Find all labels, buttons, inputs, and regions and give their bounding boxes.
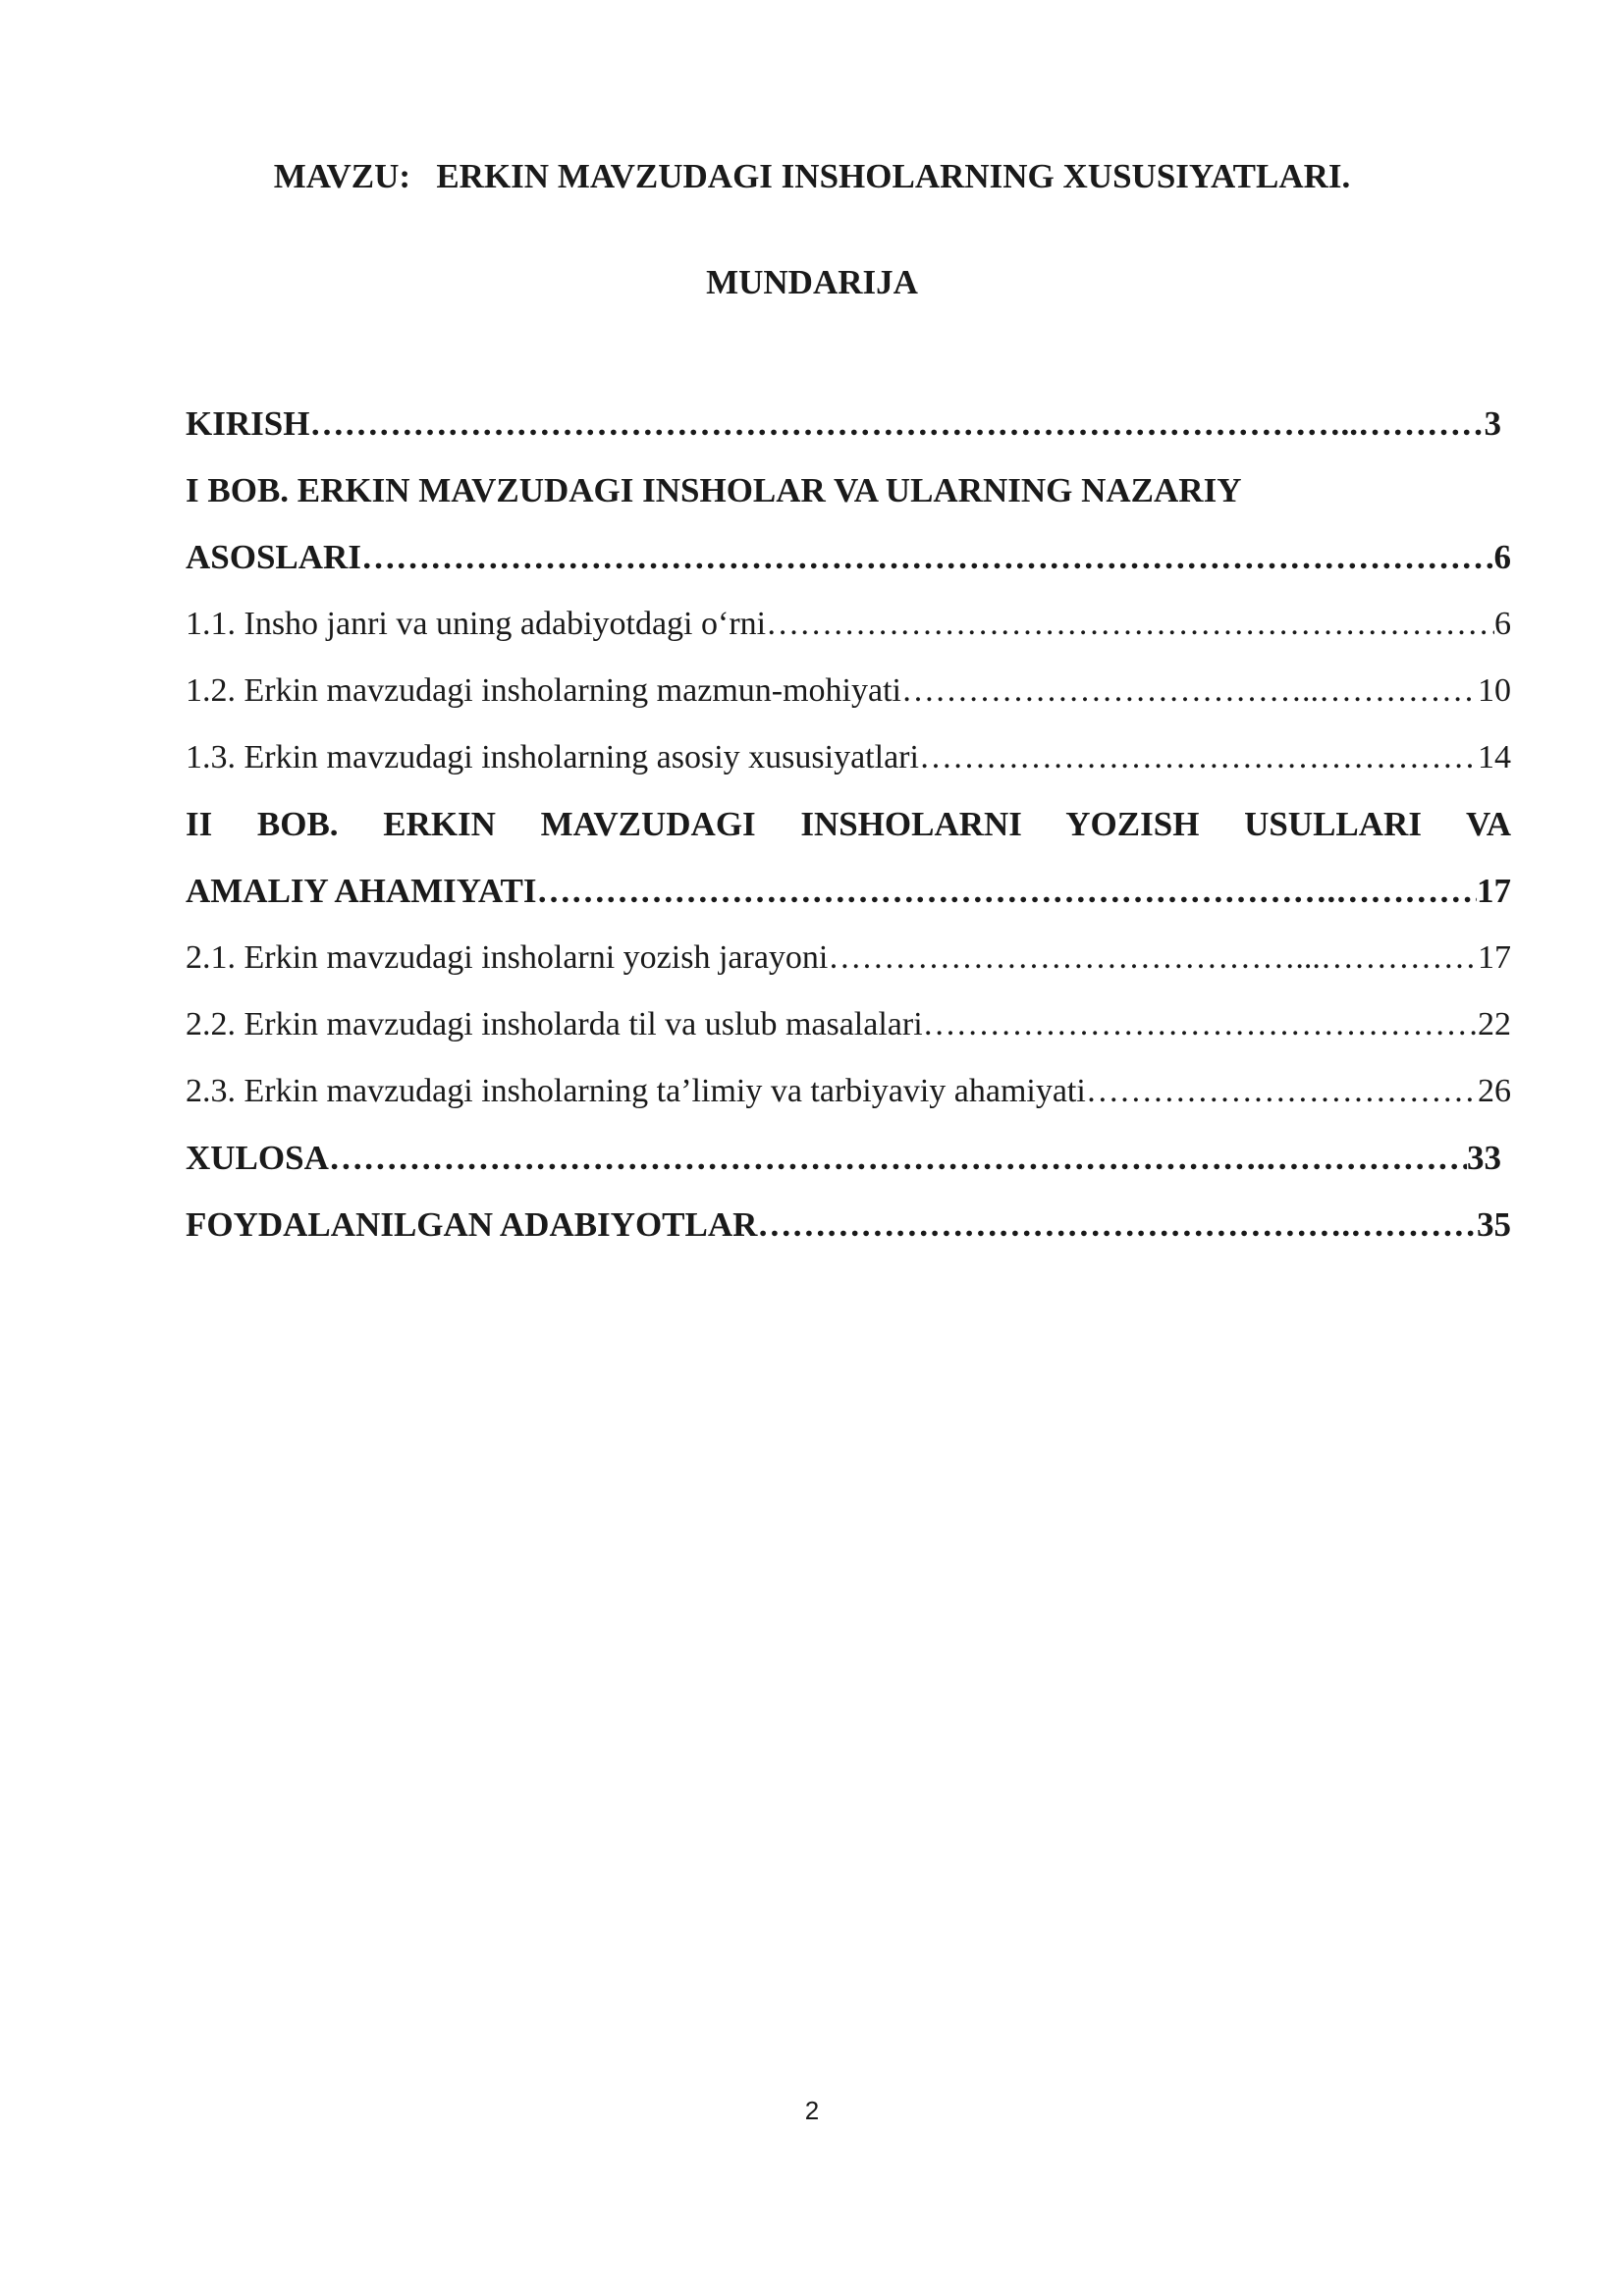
toc-entry-section-2-1 xyxy=(186,925,1511,991)
toc-entry-xulosa xyxy=(186,1125,1501,1192)
toc-entry-section-1-2 xyxy=(186,658,1511,724)
toc-entry-leader: ……………………………………………………………………………….. …………………………………………………………………………………………………………………………………………………………………………………… xyxy=(309,391,1484,457)
toc-entry-leader: ……………………………….. …………………………………………………………………………………………………………………………………………………………………………………… xyxy=(901,658,1478,724)
toc-entry-page: 22 xyxy=(1478,1006,1511,1042)
toc-entry-leader: ……………………………… …………………………………………………………………………………………………………………………………………………………………………………… xyxy=(923,991,1478,1058)
toc-entry-leader: ………………… …………………………………………………………………………………………………………………………………………………………………………………… xyxy=(1086,1058,1478,1125)
toc-entry-label: 1.3. Erkin mavzudagi insholarning asosiy xususiyatlari xyxy=(186,739,919,775)
toc-entry-leader: ……………………………………... …………………………………………………………………………………………………………………………………………………………………………………… xyxy=(828,925,1478,991)
toc-entry-page: 3 xyxy=(1484,404,1501,443)
toc-entry-section-2-3 xyxy=(186,1058,1511,1125)
toc-entry-chapter-1-asoslari xyxy=(186,524,1511,591)
toc-entry-chapter-1-title xyxy=(186,457,1511,524)
toc-entry-section-1-1 xyxy=(186,591,1511,658)
toc-entry-chapter-2-amaliy xyxy=(186,858,1511,925)
toc-entry-leader: ……………………………… …………………………………………………………………………………………………………………………………………………………………………………… xyxy=(919,724,1478,791)
toc-entry-label: 2.1. Erkin mavzudagi insholarni yozish jarayoni xyxy=(186,939,829,976)
toc-entry-label: AMALIY AHAMIYATI xyxy=(186,872,537,910)
toc-entry-kirish xyxy=(186,391,1501,457)
toc-entry-page: 6 xyxy=(1494,606,1511,642)
table-of-contents xyxy=(186,391,1511,1258)
toc-entry-label: XULOSA xyxy=(186,1139,329,1177)
toc-entry-leader: ………………………………………………………………………. …………………………………………………………………………………………………………………………………………………………………………………… xyxy=(329,1125,1467,1192)
toc-entry-label: 1.2. Erkin mavzudagi insholarning mazmun-mohiyati xyxy=(186,672,901,709)
toc-entry-leader: ………………………………………………………………………… …………………………………………………………………………………………………………………………………………………………………………………… xyxy=(361,524,1494,591)
toc-entry-label: 2.2. Erkin mavzudagi insholarda til va uslub masalalari xyxy=(186,1006,923,1042)
toc-heading: MUNDARIJA xyxy=(706,263,918,301)
toc-entry-section-1-3 xyxy=(186,724,1511,791)
toc-entry-section-2-2 xyxy=(186,991,1511,1058)
toc-entry-bibliography xyxy=(186,1192,1511,1258)
toc-entry-leader: …………………………………………… …………………………………………………………………………………………………………………………………………………………………………………… xyxy=(766,591,1494,658)
toc-entry-label: 1.1. Insho janri va uning adabiyotdagi o‘rni xyxy=(186,606,767,642)
page-number: 2 xyxy=(804,2096,820,2125)
toc-entry-page: 17 xyxy=(1478,939,1511,976)
toc-entry-page: 35 xyxy=(1477,1205,1511,1244)
toc-entry-page: 14 xyxy=(1478,739,1511,775)
toc-entry-leader: ……………………………………………. …………………………………………………………………………………………………………………………………………………………………………………… xyxy=(757,1192,1477,1258)
toc-entry-label: FOYDALANILGAN ADABIYOTLAR xyxy=(186,1205,758,1244)
toc-entry-label: ASOSLARI xyxy=(186,538,361,576)
toc-entry-label: II BOB. ERKIN MAVZUDAGI INSHOLARNI YOZISH USULLARI VA xyxy=(186,805,1511,843)
toc-entry-page: 33 xyxy=(1467,1139,1501,1177)
toc-entry-chapter-2-title xyxy=(186,791,1511,858)
toc-entry-leader: ……………………………………………………………. …………………………………………………………………………………………………………………………………………………………………………………… xyxy=(537,858,1478,925)
toc-entry-page: 6 xyxy=(1493,538,1511,576)
toc-entry-page: 10 xyxy=(1478,672,1511,709)
toc-entry-label: I BOB. ERKIN MAVZUDAGI INSHOLAR VA ULARNING NAZARIY xyxy=(186,471,1242,509)
toc-entry-page: 26 xyxy=(1478,1073,1511,1109)
toc-entry-page: 17 xyxy=(1477,872,1511,910)
toc-entry-label: 2.3. Erkin mavzudagi insholarning ta’limiy va tarbiyaviy ahamiyati xyxy=(186,1073,1086,1109)
document-topic: MAVZU: ERKIN MAVZUDAGI INSHOLARNING XUSUSIYATLARI. xyxy=(273,157,1351,195)
toc-entry-label: KIRISH xyxy=(186,404,310,443)
